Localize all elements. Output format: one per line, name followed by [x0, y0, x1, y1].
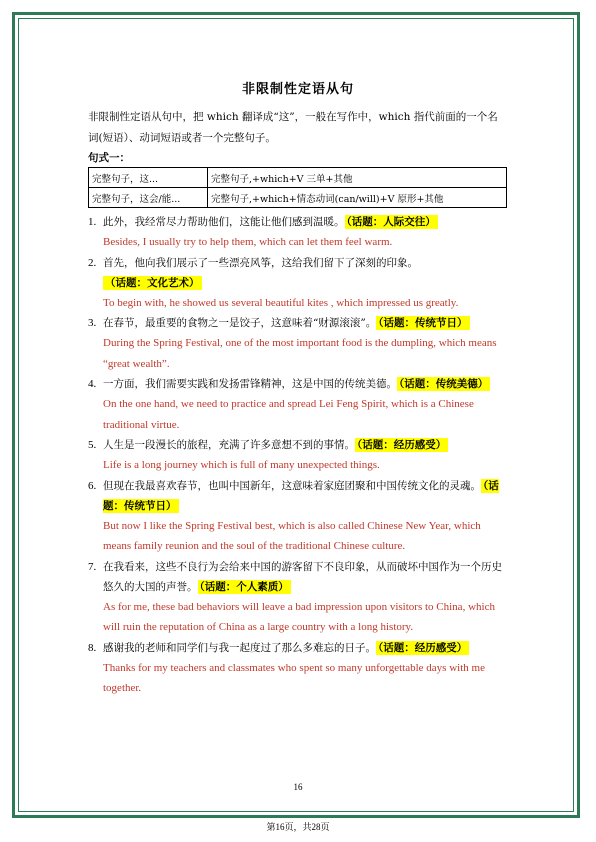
chinese-text: 感谢我的老师和同学们与我一起度过了那么多难忘的日子。 — [103, 641, 376, 654]
list-item — [88, 435, 508, 476]
item-number: 3. — [88, 317, 97, 329]
topic-tag: （话题：人际交往） — [346, 216, 436, 228]
item-number: 7. — [88, 560, 97, 573]
english-sentence: Thanks for my teachers and classmates who spent so many unforgettable days with me together. — [103, 661, 485, 694]
item-number: 2. — [88, 256, 97, 269]
topic-tag: （话题：传统美德） — [399, 378, 489, 390]
chinese-text: 首先，他向我们展示了一些漂亮风筝，这给我们留下了深刻的印象。 — [103, 256, 418, 269]
list-item — [88, 374, 508, 435]
table-cell: 完整句子，这... — [89, 168, 208, 188]
item-number: 8. — [88, 641, 97, 654]
english-sentence: During the Spring Festival, one of the most important food is the dumpling, which means “great wealth”. — [103, 337, 497, 370]
intro-paragraph: 非限制性定语从句中，把 which 翻译成“这”，一般在写作中，which 指代前面的一个名词(短语）、动词短语或者一个完整句子。 — [88, 111, 498, 144]
topic-tag: （话题：文化艺术） — [105, 276, 200, 289]
topic-tag: （话题：经历感受） — [357, 439, 447, 451]
list-item — [88, 557, 508, 638]
chinese-sentence — [103, 313, 508, 333]
topic-tag: （话题：个人素质） — [199, 580, 289, 593]
chinese-sentence — [103, 253, 508, 293]
chinese-sentence — [103, 557, 508, 597]
item-number: 4. — [88, 378, 97, 390]
list-item — [88, 638, 508, 699]
chinese-text: 一方面，我们需要实践和发扬雷锋精神，这是中国的传统美德。 — [103, 378, 397, 390]
page-title: 非限制性定语从句 — [241, 82, 354, 97]
page-number: 16 — [293, 782, 303, 792]
english-sentence: As for me, these bad behaviors will leave a bad impression upon visitors to China, which will ruin the reputation of China as a large country with a long history. — [103, 600, 495, 633]
item-number: 6. — [88, 479, 97, 492]
list-item — [88, 476, 508, 557]
item-number: 1. — [88, 216, 97, 228]
chinese-sentence — [103, 212, 508, 232]
chinese-sentence — [103, 374, 508, 394]
chinese-text: 在春节，最重要的食物之一是饺子，这意味着“财源滚滚”。 — [103, 317, 377, 329]
chinese-sentence — [103, 476, 508, 516]
table-cell: 完整句子，这会/能... — [89, 188, 208, 208]
english-sentence: Besides, I usually try to help them, which can let them feel warm. — [103, 236, 393, 248]
item-number: 5. — [88, 439, 97, 451]
table-cell: 完整句子,+which+情态动词(can/will)+V 原形+其他 — [208, 188, 507, 208]
table-row — [89, 188, 507, 208]
document-content — [88, 78, 508, 699]
list-item — [88, 212, 508, 253]
chinese-text: 但现在我最喜欢春节，也叫中国新年，这意味着家庭团聚和中国传统文化的灵魂。 — [103, 479, 481, 492]
pattern-table — [88, 167, 507, 208]
topic-tag: （话题：传统节日） — [378, 317, 468, 329]
english-sentence: But now I like the Spring Festival best, which is also called Chinese New Year, which means family reunion and the soul of the traditional Chinese culture. — [103, 519, 481, 552]
table-row — [89, 168, 507, 188]
pattern-heading: 句式一： — [88, 152, 130, 164]
topic-tag: （话题：传统节日） — [103, 479, 499, 512]
table-cell: 完整句子,+which+V 三单+其他 — [208, 168, 507, 188]
list-item — [88, 253, 508, 314]
english-sentence: To begin with, he showed us several beautiful kites , which impressed us greatly. — [103, 296, 459, 309]
chinese-text: 此外，我经常尽力帮助他们，这能让他们感到温暖。 — [103, 216, 345, 228]
page-footer: 第16页，共28页 — [266, 822, 330, 832]
list-item — [88, 313, 508, 374]
chinese-text: 人生是一段漫长的旅程，充满了许多意想不到的事情。 — [103, 439, 355, 451]
chinese-sentence — [103, 435, 508, 455]
english-sentence: Life is a long journey which is full of many unexpected things. — [103, 459, 380, 471]
chinese-sentence — [103, 638, 508, 658]
english-sentence: On the one hand, we need to practice and spread Lei Feng Spirit, which is a Chinese traditional virtue. — [103, 398, 474, 431]
topic-tag: （话题：经历感受） — [378, 641, 468, 654]
chinese-text: 在我看来，这些不良行为会给来中国的游客留下不良印象，从而破坏中国作为一个历史悠久的大国的声誉。 — [103, 560, 502, 593]
